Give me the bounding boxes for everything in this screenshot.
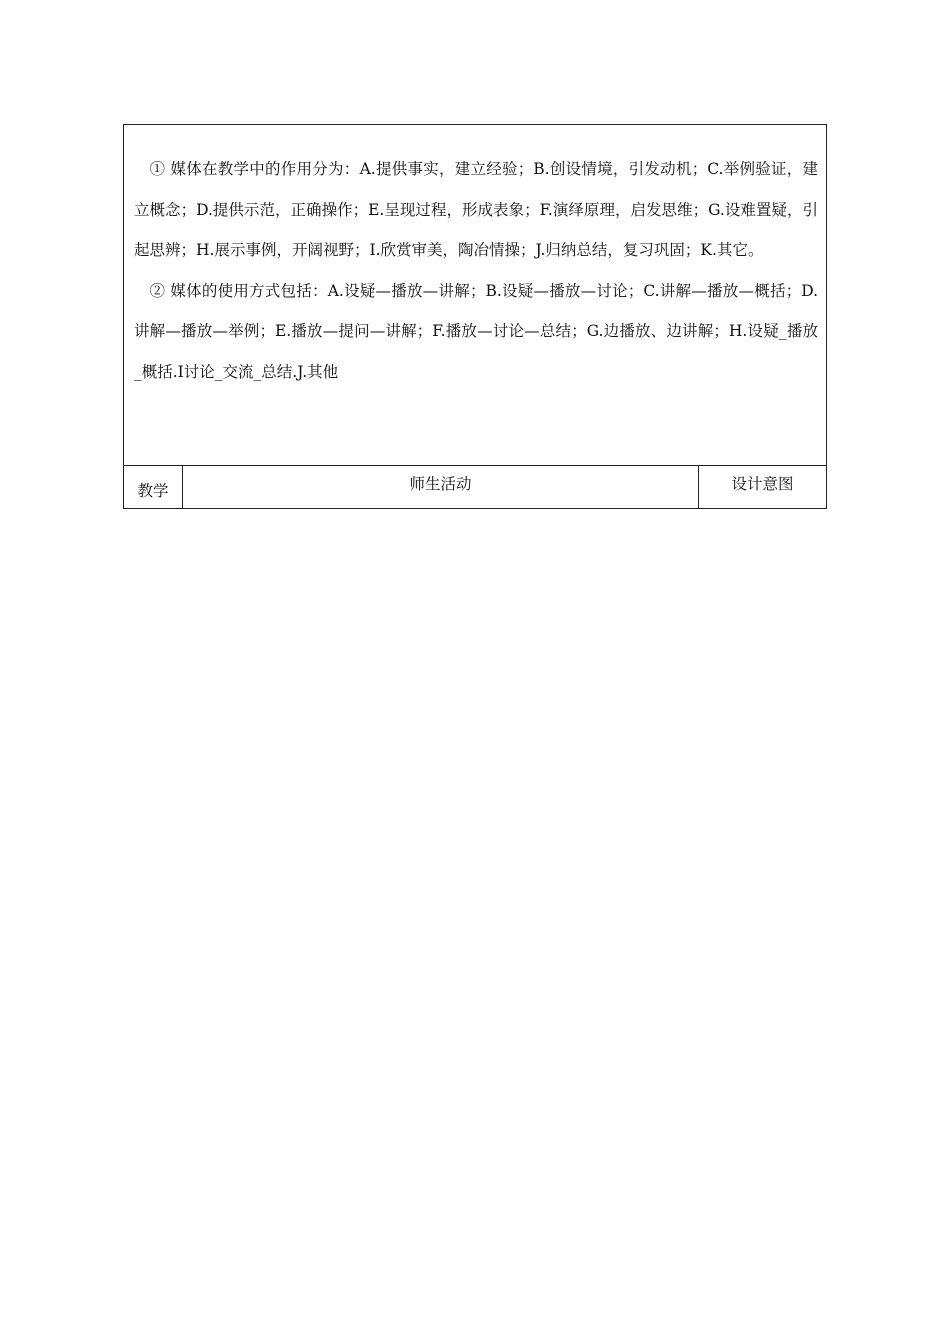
header-design-intent: 设计意图 — [731, 475, 794, 493]
media-usage-paragraph: ② 媒体的使用方式包括：A.设疑—播放—讲解；B.设疑—播放—讨论；C.讲解—播放—概括；D.讲解—播放—举例；E.播放—提问—讲解；F.播放—讨论—总结；G.边播放、边讲解；H.设疑_播放_概括.I讨论_交流_总结.J.其他 — [134, 281, 818, 381]
document-table — [123, 124, 827, 509]
header-teaching: 教学 — [124, 466, 183, 508]
table-header-row — [124, 466, 826, 508]
header-activities: 师生活动 — [183, 466, 699, 508]
media-roles-paragraph: ① 媒体在教学中的作用分为：A.提供事实，建立经验；B.创设情境，引发动机；C.举例验证，建立概念；D.提供示范，正确操作；E.呈现过程，形成表象；F.演绎原理，启发思维；G.设难置疑，引起思辨；H.展示事例，开阔视野；I.欣赏审美，陶冶情操；J.归纳总结，复习巩固；K.其它。 — [134, 160, 818, 259]
media-notes-cell — [124, 125, 826, 466]
